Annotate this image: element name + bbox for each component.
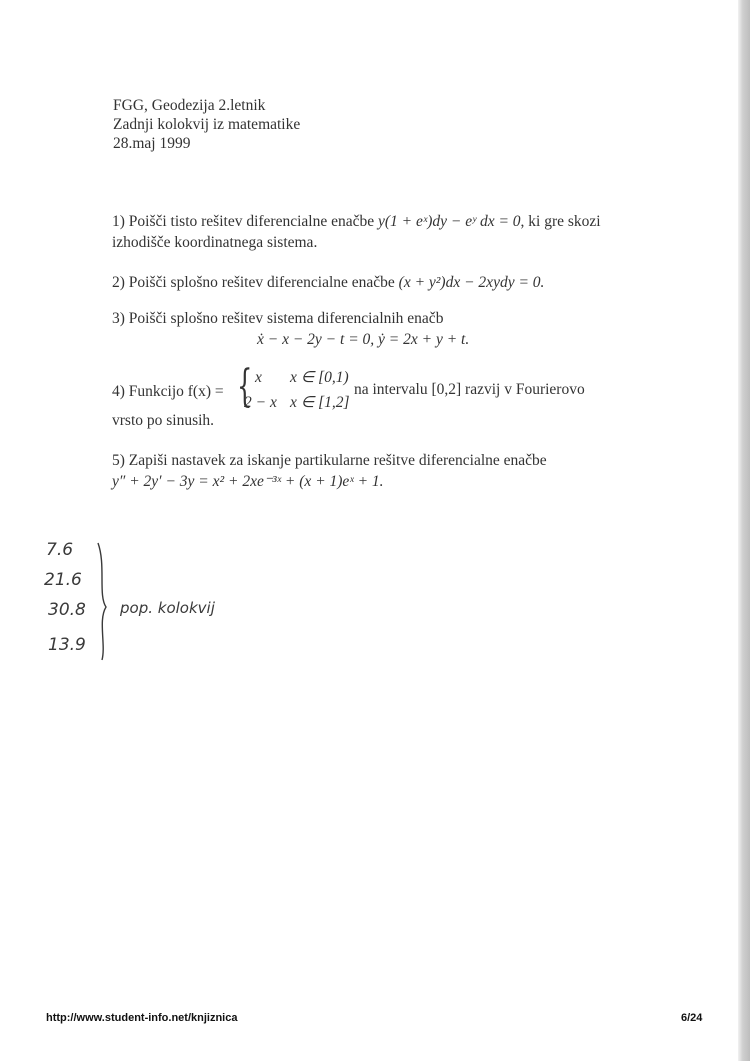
piecewise-condition-2: x ∈ [1,2]	[290, 394, 350, 411]
problem-1-equation: y(1 + eˣ)dy − eʸ dx = 0	[377, 213, 521, 230]
problem-1-text: 1) Poišči tisto rešitev diferencialne enačbe	[112, 213, 375, 230]
problem-1	[112, 211, 601, 253]
handwritten-date-2: 21.6	[44, 570, 82, 590]
problem-4-tail: na intervalu [0,2] razvij v Fourierovo	[354, 381, 585, 398]
header-faculty: FGG, Geodezija 2.letnik	[113, 97, 266, 114]
header-date: 28.maj 1999	[113, 135, 191, 152]
document-header	[113, 96, 300, 153]
problem-1-line2: izhodišče koordinatnega sistema.	[112, 234, 318, 251]
footer-page-number: 6/24	[681, 1012, 703, 1024]
problem-4-lead: 4) Funkcijo f(x) =	[112, 383, 224, 400]
problem-2-equation: (x + y²)dx − 2xydy = 0.	[398, 274, 545, 291]
scan-edge	[738, 0, 750, 1061]
problem-4-line2: vrsto po sinusih.	[112, 412, 215, 429]
problem-1-text-cont: , ki gre skozi	[520, 213, 601, 230]
piecewise-case-2: 2 − x	[244, 394, 277, 411]
problem-2	[112, 272, 544, 293]
header-title: Zadnji kolokvij iz matematike	[113, 116, 301, 133]
handwritten-date-4: 13.9	[48, 635, 86, 655]
piecewise-condition-1: x ∈ [0,1)	[290, 369, 349, 386]
piecewise-brace: {	[237, 361, 253, 412]
problem-3-text: 3) Poišči splošno rešitev sistema diferencialnih enačb	[112, 310, 444, 327]
handwritten-date-3: 30.8	[48, 600, 86, 620]
problem-3	[112, 308, 469, 350]
problem-5-text: 5) Zapiši nastavek za iskanje partikularne rešitve diferencialne enačbe	[112, 452, 547, 469]
handwritten-date-1: 7.6	[46, 540, 74, 560]
problem-5-equation: y″ + 2y′ − 3y = x² + 2xe⁻³ˣ + (x + 1)eˣ + 1.	[112, 473, 384, 490]
footer-url: http://www.student-info.net/knjiznica	[46, 1012, 238, 1024]
piecewise-case-1: x	[255, 369, 262, 386]
problem-2-text: 2) Poišči splošno rešitev diferencialne enačbe	[112, 274, 395, 291]
problem-4	[112, 361, 672, 431]
handwritten-notes	[40, 535, 270, 665]
problem-5	[112, 450, 547, 492]
problem-3-equation: ẋ − x − 2y − t = 0, ẏ = 2x + y + t.	[257, 331, 470, 348]
handwritten-label: pop. kolokvij	[120, 599, 215, 617]
handwritten-brace	[98, 543, 106, 660]
